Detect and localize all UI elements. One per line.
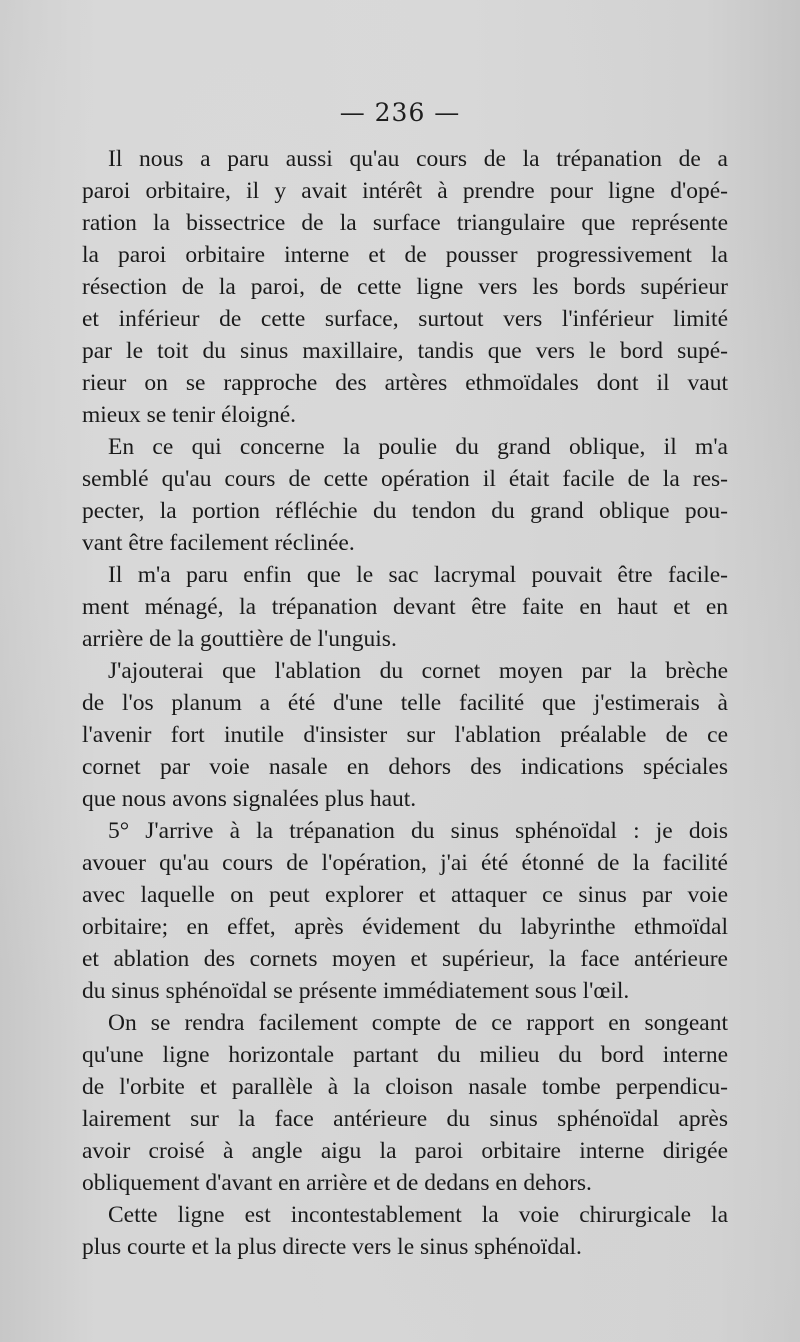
text-line: résection de la paroi, de cette ligne vers les bords supérieur (82, 274, 728, 300)
text-line: pecter, la portion réfléchie du tendon du grand oblique pou- (82, 498, 728, 524)
text-line: de l'orbite et parallèle à la cloison nasale tombe perpendicu- (82, 1074, 728, 1100)
text-line: obliquement d'avant en arrière et de dedans en dehors. (82, 1170, 592, 1196)
text-line: On se rendra facilement compte de ce rapport en songeant (108, 1010, 728, 1036)
text-line: l'avenir fort inutile d'insister sur l'ablation préalable de ce (82, 722, 728, 748)
text-line: et inférieur de cette surface, surtout vers l'inférieur limité (82, 306, 728, 332)
text-line: Cette ligne est incontestablement la voie chirurgicale la (108, 1202, 728, 1228)
paragraph (82, 431, 728, 559)
text-line: En ce qui concerne la poulie du grand oblique, il m'a (108, 434, 728, 460)
text-line: et ablation des cornets moyen et supérieur, la face antérieure (82, 946, 728, 972)
text-line: qu'une ligne horizontale partant du milieu du bord interne (82, 1042, 728, 1068)
text-line: 5° J'arrive à la trépanation du sinus sphénoïdal : je dois (108, 818, 728, 844)
text-line: ment ménagé, la trépanation devant être faite en haut et en (82, 594, 728, 620)
text-line: semblé qu'au cours de cette opération il était facile de la res- (82, 466, 728, 492)
text-line: avec laquelle on peut explorer et attaquer ce sinus par voie (82, 882, 728, 908)
text-line: cornet par voie nasale en dehors des indications spéciales (82, 754, 728, 780)
text-line: vant être facilement réclinée. (82, 530, 355, 556)
text-line: lairement sur la face antérieure du sinus sphénoïdal après (82, 1106, 728, 1132)
body-text (82, 143, 728, 1263)
page-number: — 236 — (339, 98, 461, 127)
paragraph (82, 815, 728, 1007)
text-line: de l'os planum a été d'une telle facilité que j'estimerais à (82, 690, 728, 716)
text-line: J'ajouterai que l'ablation du cornet moyen par la brèche (108, 658, 728, 684)
text-line: paroi orbitaire, il y avait intérêt à prendre pour ligne d'opé- (82, 178, 728, 204)
text-line: Il m'a paru enfin que le sac lacrymal pouvait être facile- (108, 562, 728, 588)
text-line: avoir croisé à angle aigu la paroi orbitaire interne dirigée (82, 1138, 728, 1164)
paragraph (82, 655, 728, 815)
text-line: arrière de la gouttière de l'unguis. (82, 626, 397, 652)
text-line: orbitaire; en effet, après évidement du labyrinthe ethmoïdal (82, 914, 728, 940)
paragraph (82, 1007, 728, 1199)
text-line: avouer qu'au cours de l'opération, j'ai été étonné de la facilité (82, 850, 728, 876)
paragraph (82, 143, 728, 431)
text-line: par le toit du sinus maxillaire, tandis que vers le bord supé- (82, 338, 728, 364)
text-line: plus courte et la plus directe vers le sinus sphénoïdal. (82, 1234, 582, 1260)
text-line: Il nous a paru aussi qu'au cours de la trépanation de a (108, 146, 728, 172)
text-line: mieux se tenir éloigné. (82, 402, 297, 428)
paragraph (82, 1199, 728, 1263)
text-line: ration la bissectrice de la surface triangulaire que représente (82, 210, 728, 236)
text-line: la paroi orbitaire interne et de pousser progressivement la (82, 242, 728, 268)
text-line: rieur on se rapproche des artères ethmoïdales dont il vaut (82, 370, 728, 396)
paragraph (82, 559, 728, 655)
text-line: du sinus sphénoïdal se présente immédiatement sous l'œil. (82, 978, 630, 1004)
text-line: que nous avons signalées plus haut. (82, 786, 417, 812)
